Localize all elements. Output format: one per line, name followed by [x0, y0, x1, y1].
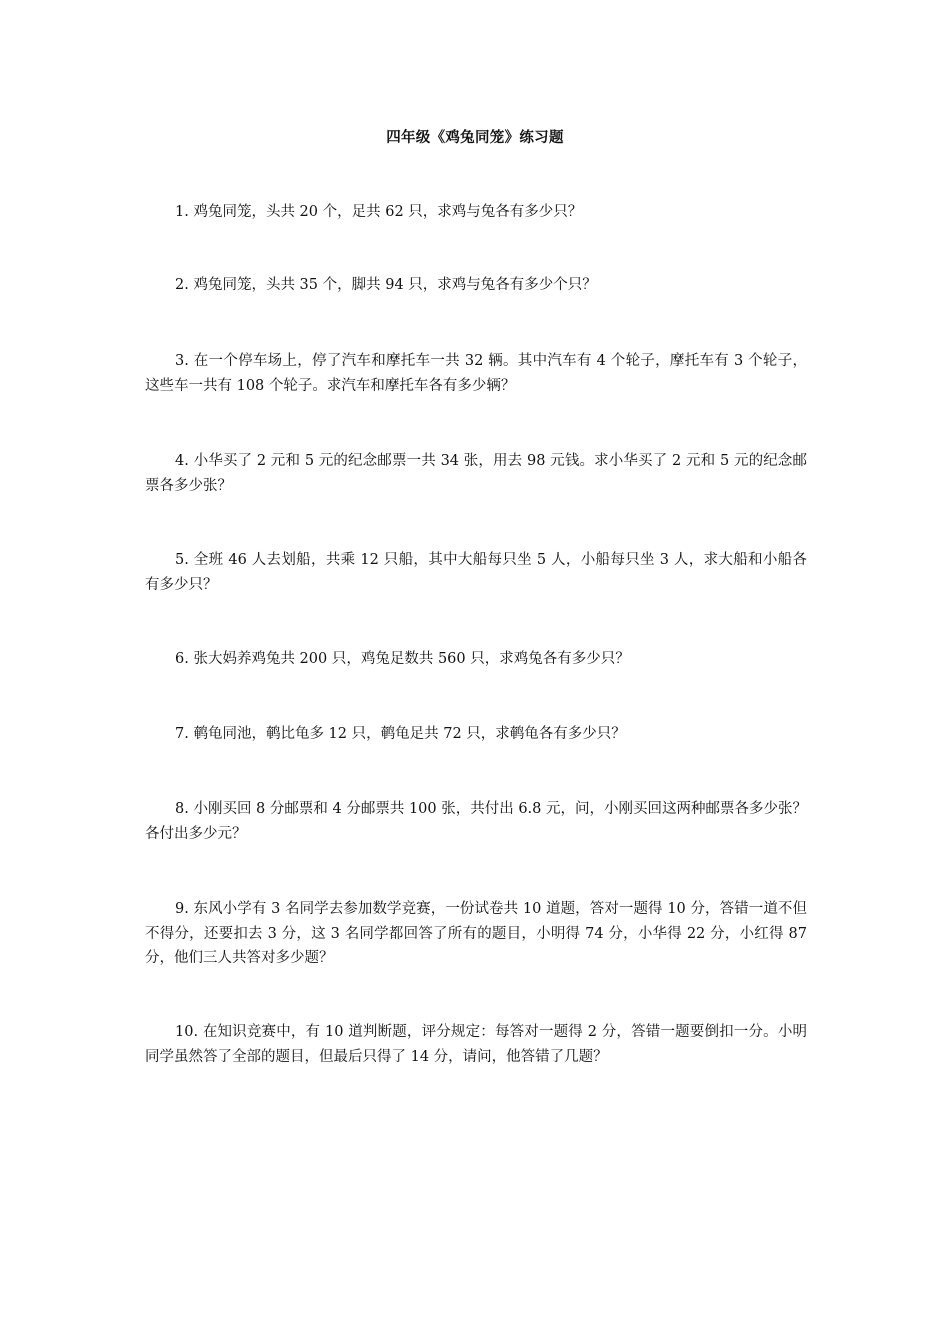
- question-7: 7. 鹌龟同池，鹌比龟多 12 只，鹌龟足共 72 只，求鹌龟各有多少只？: [175, 726, 626, 742]
- question-3: 3. 在一个停车场上，停了汽车和摩托车一共 32 辆。其中汽车有 4 个轮子，摩托车有 3 个轮子，这些车一共有 108 个轮子。求汽车和摩托车各有多少辆？: [145, 353, 807, 394]
- question-6: 6. 张大妈养鸡兔共 200 只，鸡兔足数共 560 只，求鸡兔各有多少只？: [175, 651, 630, 667]
- question-5: 5. 全班 46 人去划船，共乘 12 只船，其中大船每只坐 5 人，小船每只坐 3 人，求大船和小船各有多少只？: [145, 552, 807, 593]
- question-2: 2. 鸡兔同笼，头共 35 个，脚共 94 只，求鸡与兔各有多少个只？: [175, 277, 597, 293]
- question-8: 8. 小刚买回 8 分邮票和 4 分邮票共 100 张，共付出 6.8 元，问，小刚买回这两种邮票各多少张？各付出多少元？: [145, 801, 807, 842]
- question-4: 4. 小华买了 2 元和 5 元的纪念邮票一共 34 张，用去 98 元钱。求小华买了 2 元和 5 元的纪念邮票各多少张？: [145, 453, 807, 494]
- question-10: 10. 在知识竞赛中，有 10 道判断题，评分规定：每答对一题得 2 分，答错一题要倒扣一分。小明同学虽然答了全部的题目，但最后只得了 14 分，请问，他答错了几题？: [145, 1024, 807, 1065]
- question-9: 9. 东风小学有 3 名同学去参加数学竞赛，一份试卷共 10 道题，答对一题得 10 分，答错一道不但不得分，还要扣去 3 分，这 3 名同学都回答了所有的题目，小明得 74 分，小华得 22 分，小红得 87 分，他们三人共答对多少题？: [145, 901, 807, 966]
- document-title: 四年级《鸡兔同笼》练习题: [386, 129, 564, 146]
- question-1: 1. 鸡兔同笼，头共 20 个，足共 62 只，求鸡与兔各有多少只？: [175, 204, 583, 220]
